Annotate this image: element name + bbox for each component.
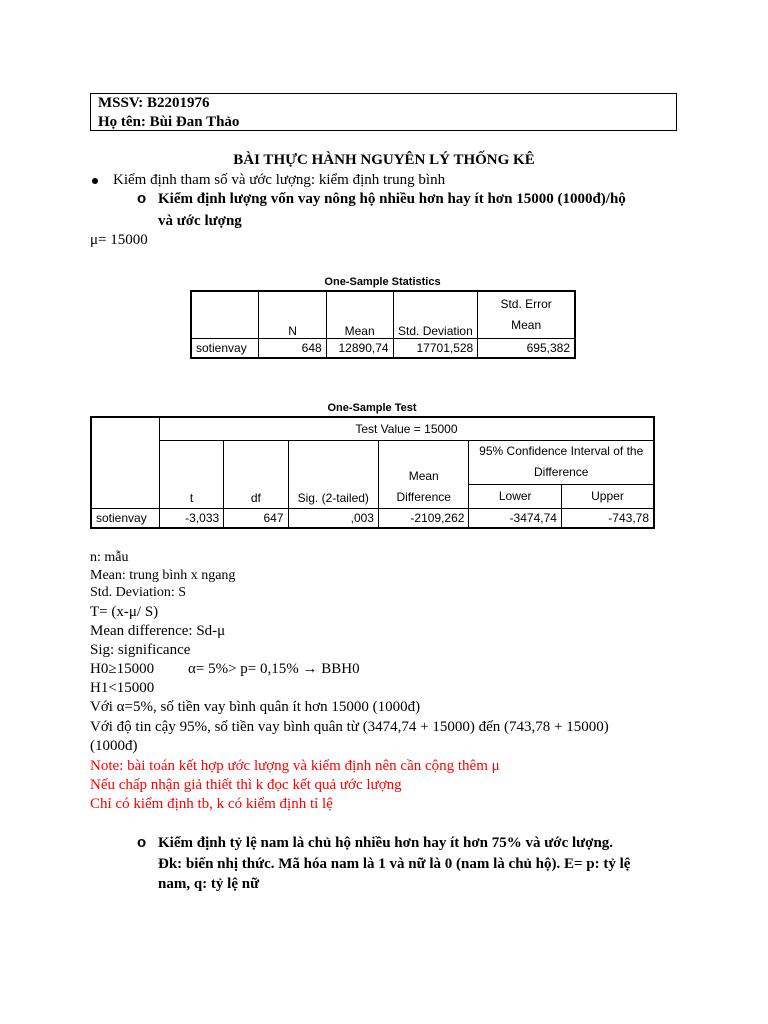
test-header-meandiff-l2: Difference	[396, 489, 451, 504]
test-cell-meandiff: -2109,262	[378, 508, 468, 528]
stats-table	[190, 290, 576, 359]
red-note-1: Note: bài toán kết hợp ước lượng và kiểm định nên cần cộng thêm μ	[90, 758, 500, 774]
bullet-item-1: Kiểm định tham số và ước lượng: kiểm định trung bình	[113, 172, 446, 188]
stats-corner	[191, 291, 259, 338]
test-header-meandiff-l1: Mean	[408, 468, 439, 483]
stats-header-stderr-l1: Std. Error	[500, 296, 552, 311]
hypothesis-h0-decision: α= 5%> p= 0,15% → BBH0	[188, 661, 360, 677]
sub-bullet-icon: o	[137, 190, 147, 207]
mu-value: μ= 15000	[90, 232, 148, 248]
test-table-title: One-Sample Test	[327, 402, 417, 414]
sub-item-2-line2: Đk: biến nhị thức. Mã hóa nam là 1 và nữ là 0 (nam là chủ hộ). E= p: tỷ lệ	[158, 856, 631, 872]
sub-item-1-line1: Kiểm định lượng vốn vay nông hộ nhiều hơn hay ít hơn 15000 (1000đ)/hộ	[158, 191, 626, 207]
stats-table-title: One-Sample Statistics	[324, 276, 441, 288]
document-title: BÀI THỰC HÀNH NGUYÊN LÝ THỐNG KÊ	[233, 152, 535, 168]
test-header-lower: Lower	[469, 484, 561, 508]
conclusion-2: Với độ tin cậy 95%, số tiền vay bình quân từ (3474,74 + 15000) đến (743,78 + 15000)	[90, 719, 609, 735]
stats-header-std: Std. Deviation	[393, 291, 478, 338]
test-value-header: Test Value = 15000	[159, 417, 654, 440]
stats-header-stderr	[478, 291, 575, 338]
test-cell-upper: -743,78	[561, 508, 654, 528]
test-corner	[91, 417, 159, 508]
test-cell-lower: -3474,74	[469, 508, 561, 528]
sub-bullet-icon-2: o	[137, 834, 147, 851]
test-header-t: t	[159, 440, 223, 508]
note-line-mean: Mean: trung bình x ngang	[90, 568, 236, 583]
test-header-upper: Upper	[561, 484, 654, 508]
sub-item-1-line2: và ước lượng	[158, 213, 242, 229]
student-name: Họ tên: Bùi Đan Thảo	[98, 114, 240, 130]
stats-cell-std: 17701,528	[393, 338, 478, 358]
test-header-sig: Sig. (2-tailed)	[288, 440, 378, 508]
test-header-df: df	[224, 440, 288, 508]
test-header-ci-l2: Difference	[533, 465, 589, 479]
formula-t: T= (x-μ/ S)	[90, 604, 159, 620]
test-table	[90, 416, 655, 529]
test-cell-df: 647	[224, 508, 288, 528]
test-cell-t: -3,033	[159, 508, 223, 528]
stats-cell-n: 648	[259, 338, 326, 358]
student-info-box	[90, 93, 677, 131]
formula-sig: Sig: significance	[90, 642, 191, 658]
hypothesis-h0: H0≥15000	[90, 661, 155, 677]
red-note-3: Chỉ có kiểm định tb, k có kiểm định tỉ lệ	[90, 796, 333, 812]
sub-item-2-line1: Kiểm định tỷ lệ nam là chủ hộ nhiều hơn hay ít hơn 75% và ước lượng.	[158, 835, 614, 851]
bullet-icon	[92, 178, 98, 184]
test-row-label: sotienvay	[91, 508, 159, 528]
stats-header-n: N	[259, 291, 326, 338]
test-header-meandiff	[378, 440, 468, 508]
formula-mean-diff: Mean difference: Sd-μ	[90, 623, 226, 639]
sub-item-2-line3: nam, q: tỷ lệ nữ	[158, 876, 260, 892]
test-header-ci-l1: 95% Confidence Interval of the	[479, 444, 644, 458]
note-line-n: n: mẫu	[90, 550, 129, 565]
conclusion-1: Với α=5%, số tiền vay bình quân ít hơn 15000 (1000đ)	[90, 699, 421, 715]
hypothesis-h1: H1<15000	[90, 680, 155, 696]
stats-header-stderr-l2: Mean	[511, 317, 542, 332]
student-id: MSSV: B2201976	[98, 95, 210, 111]
stats-row-label: sotienvay	[191, 338, 259, 358]
stats-cell-stderr: 695,382	[478, 338, 575, 358]
test-cell-sig: ,003	[288, 508, 378, 528]
stats-header-mean: Mean	[326, 291, 393, 338]
note-line-std: Std. Deviation: S	[90, 585, 187, 600]
conclusion-3: (1000đ)	[90, 738, 138, 754]
red-note-2: Nếu chấp nhận giả thiết thì k đọc kết quả ước lượng	[90, 777, 402, 793]
test-header-ci	[469, 440, 654, 484]
stats-cell-mean: 12890,74	[326, 338, 393, 358]
